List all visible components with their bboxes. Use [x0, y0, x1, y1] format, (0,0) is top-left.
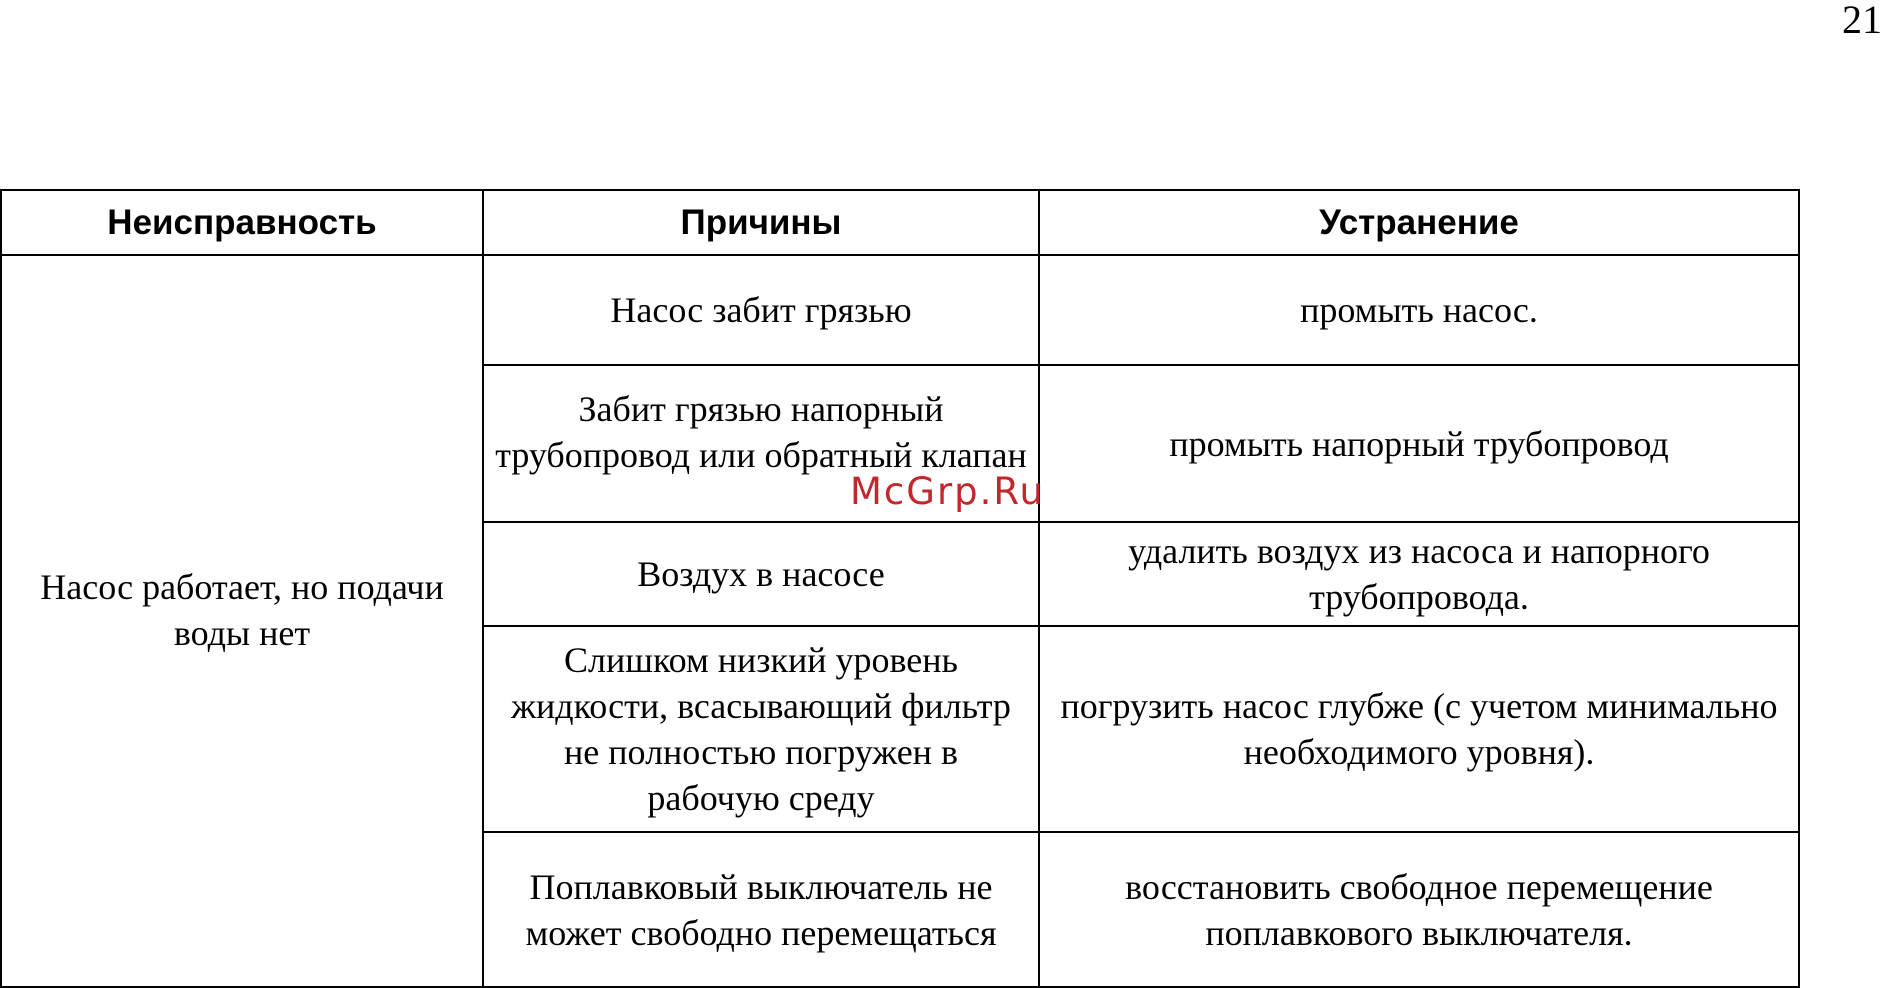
fault-text: Насос работает, но подачи воды нет — [40, 567, 444, 653]
remedy-cell: промыть насос. — [1039, 255, 1799, 365]
header-causes: Причины — [483, 190, 1039, 255]
header-remedy: Устранение — [1039, 190, 1799, 255]
remedy-cell: восстановить свободное перемещение поплавкового выключателя. — [1039, 832, 1799, 987]
remedy-cell: погрузить насос глубже (с учетом минимально необходимого уровня). — [1039, 626, 1799, 832]
cause-cell: Слишком низкий уровень жидкости, всасывающий фильтр не полностью погружен в рабочую среду — [483, 626, 1039, 832]
cause-cell: Поплавковый выключатель не может свободно перемещаться — [483, 832, 1039, 987]
cause-text: Забит грязью напорный трубопровод или обратный клапан — [495, 388, 1027, 475]
header-fault: Неисправность — [1, 190, 483, 255]
page-number: 21 — [1842, 0, 1882, 42]
cause-cell: Воздух в насосе — [483, 522, 1039, 626]
watermark-text: McGrp.Ru — [850, 470, 1045, 513]
cause-cell: Насос забит грязью — [483, 255, 1039, 365]
table-header-row — [1, 190, 1799, 255]
fault-cell — [1, 255, 483, 987]
table-row — [1, 255, 1799, 365]
remedy-cell: удалить воздух из насоса и напорного трубопровода. — [1039, 522, 1799, 626]
troubleshooting-table — [0, 189, 1800, 988]
remedy-cell: промыть напорный трубопровод — [1039, 365, 1799, 522]
